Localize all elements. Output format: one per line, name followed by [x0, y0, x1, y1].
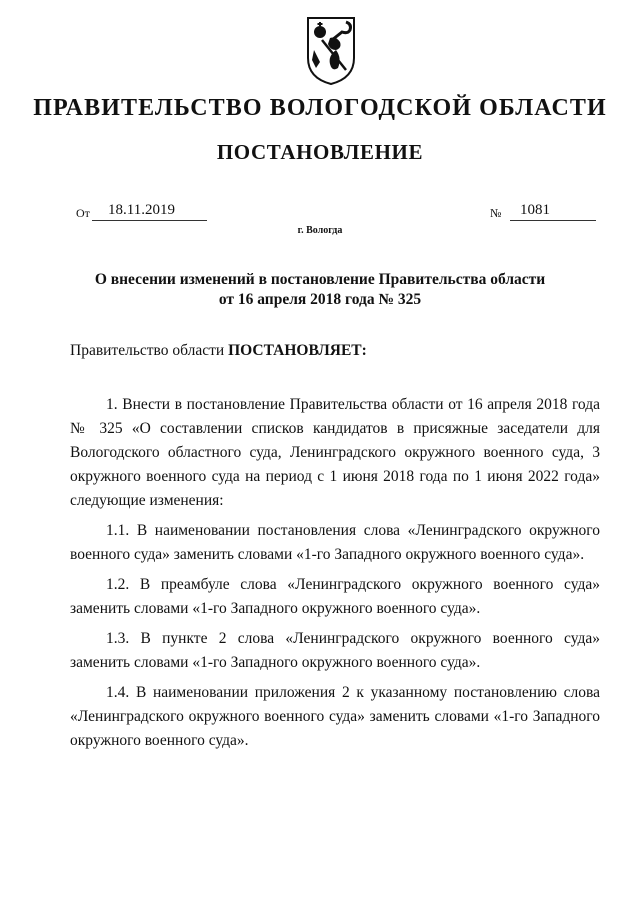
- subject-line-1: О внесении изменений в постановление Правительства области: [94, 271, 546, 288]
- document-type: ПОСТАНОВЛЕНИЕ: [216, 140, 424, 164]
- document-date: 18.11.2019: [108, 202, 175, 218]
- decree-lead: Правительство области: [70, 342, 225, 359]
- decree-statement: [70, 342, 367, 360]
- subject-line-2: от 16 апреля 2018 года № 325: [218, 291, 422, 308]
- number-prefix: №: [490, 206, 502, 220]
- document-subject: [80, 270, 560, 310]
- paragraph-1: 1. Внести в постановление Правительства области от 16 апреля 2018 года № 325 «О составлении списков кандидатов в присяжные заседатели для Вологодского областного суда, Ленинградского окружного военного суда, 3 окружного военного суда на период с 1 июня 2018 года по 1 июня 2022 года» следующие изменения:: [70, 396, 600, 509]
- document-number: 1081: [520, 202, 550, 218]
- date-prefix: От: [76, 206, 90, 220]
- decree-verb: ПОСТАНОВЛЯЕТ:: [228, 342, 367, 359]
- paragraph-1-1: 1.1. В наименовании постановления слова «Ленинградского окружного военного суда» заменить словами «1-го Западного окружного военного суда».: [70, 522, 600, 563]
- paragraph-1-2: 1.2. В преамбуле слова «Ленинградского окружного военного суда» заменить словами «1-го Западного окружного военного суда».: [70, 576, 600, 617]
- document-body: [70, 393, 600, 759]
- paragraph-1-4: 1.4. В наименовании приложения 2 к указанному постановлению слова «Ленинградского окружного военного суда» заменить словами «1-го Западного окружного военного суда».: [70, 684, 600, 749]
- vologda-coat-of-arms-icon: [302, 10, 360, 88]
- organization-name: ПРАВИТЕЛЬСТВО ВОЛОГОДСКОЙ ОБЛАСТИ: [33, 95, 607, 121]
- city-name: г. Вологда: [297, 225, 343, 236]
- paragraph-1-3: 1.3. В пункте 2 слова «Ленинградского окружного военного суда» заменить словами «1-го Западного окружного военного суда».: [70, 630, 600, 671]
